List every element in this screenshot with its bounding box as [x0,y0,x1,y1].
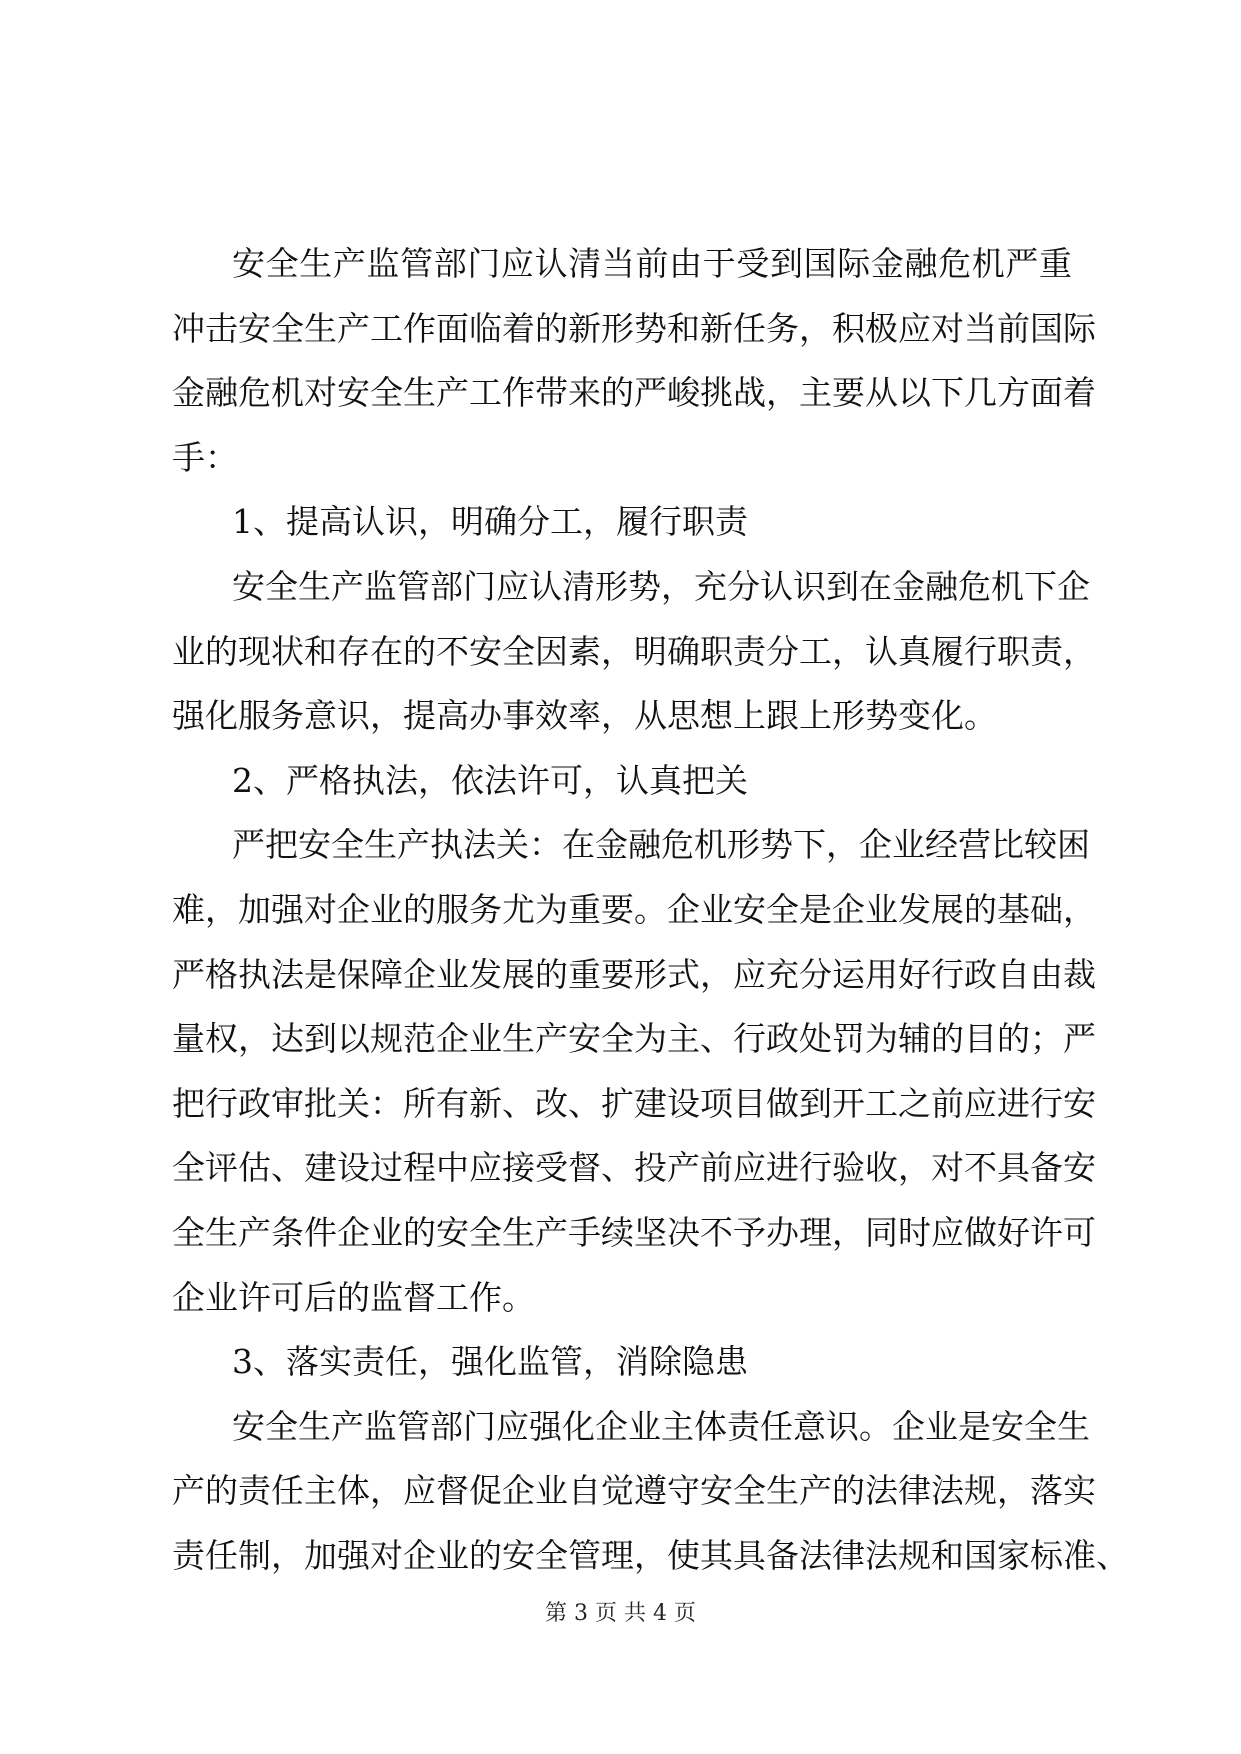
body-line: 金融危机对安全生产工作带来的严峻挑战，主要从以下几方面着 [172,373,1096,413]
body-line: 难，加强对企业的服务尤为重要。企业安全是企业发展的基础， [172,889,1096,929]
body-line: 安全生产监管部门应认清形势，充分认识到在金融危机下企 [232,566,1090,606]
body-line: 强化服务意识，提高办事效率，从思想上跟上形势变化。 [172,696,997,736]
body-line: 责任制，加强对企业的安全管理，使其具备法律法规和国家标准、 [172,1535,1129,1575]
section-heading-3: 3、落实责任，强化监管，消除隐患 [232,1342,748,1382]
document-body [172,232,1129,1588]
body-line: 全生产条件企业的安全生产手续坚决不予办理，同时应做好许可 [172,1212,1096,1252]
body-line: 企业许可后的监督工作。 [172,1277,535,1317]
body-line: 冲击安全生产工作面临着的新形势和新任务，积极应对当前国际 [172,308,1096,348]
body-line: 严把安全生产执法关：在金融危机形势下，企业经营比较困 [232,825,1090,865]
body-line: 量权，达到以规范企业生产安全为主、行政处罚为辅的目的；严 [172,1019,1096,1059]
body-line: 业的现状和存在的不安全因素，明确职责分工，认真履行职责， [172,631,1096,671]
section-heading-1: 1、提高认识，明确分工，履行职责 [232,502,748,542]
body-line: 把行政审批关：所有新、改、扩建设项目做到开工之前应进行安 [172,1083,1096,1123]
section-heading-2: 2、严格执法，依法许可，认真把关 [232,760,748,800]
body-line: 安全生产监管部门应强化企业主体责任意识。企业是安全生 [232,1406,1090,1446]
page-footer: 第 3 页 共 4 页 [545,1601,696,1626]
body-line: 产的责任主体，应督促企业自觉遵守安全生产的法律法规，落实 [172,1471,1096,1511]
body-line: 手： [172,437,238,477]
body-line: 全评估、建设过程中应接受督、投产前应进行验收，对不具备安 [172,1148,1096,1188]
body-line: 安全生产监管部门应认清当前由于受到国际金融危机严重 [232,244,1072,283]
body-line: 严格执法是保障企业发展的重要形式，应充分运用好行政自由裁 [172,954,1096,994]
